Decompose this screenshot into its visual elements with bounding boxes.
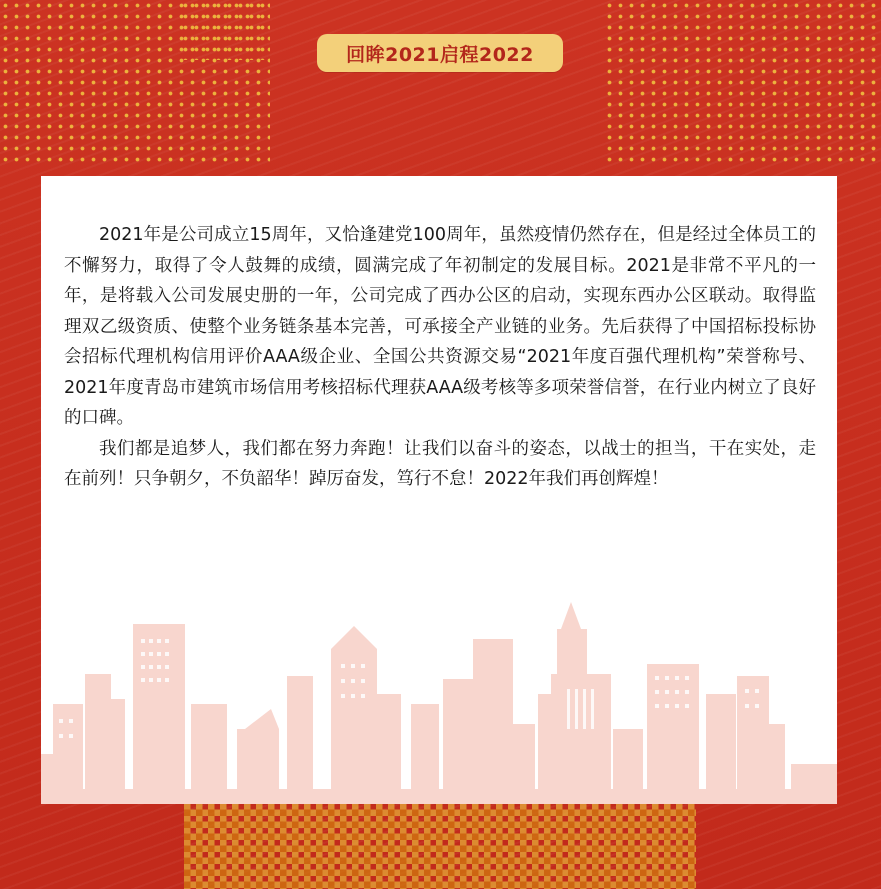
- article-body: [64, 220, 816, 495]
- article-paragraph: 我们都是追梦人，我们都在努力奔跑！让我们以奋斗的姿态，以战士的担当，干在实处，走在前列！只争朝夕，不负韶华！踔厉奋发，笃行不怠！2022年我们再创辉煌！: [64, 438, 816, 489]
- content-card: [41, 176, 837, 804]
- city-skyline-illustration: [41, 564, 837, 804]
- decorative-dot-pattern-top-right: [604, 0, 881, 165]
- decorative-square-pattern-bottom: [184, 804, 696, 889]
- page-title: 回眸2021启程2022: [346, 43, 534, 66]
- decorative-dot-pattern-mid: [180, 0, 270, 60]
- article-paragraph: 2021年是公司成立15周年，又恰逢建党100周年，虽然疫情仍然存在，但是经过全体员工的不懈努力，取得了令人鼓舞的成绩，圆满完成了年初制定的发展目标。2021是非常不平凡的一年，是将载入公司发展史册的一年，公司完成了西办公区的启动，实现东西办公区联动。取得监理双乙级资质、使整个业务链条基本完善，可承接全产业链的业务。先后获得了中国招标投标协会招标代理机构信用评价AAA级企业、全国公共资源交易“2021年度百强代理机构”荣誉称号、2021年度青岛市建筑市场信用考核招标代理获AAA级考核等多项荣誉信誉，在行业内树立了良好的口碑。: [64, 225, 816, 428]
- title-badge: [317, 34, 563, 72]
